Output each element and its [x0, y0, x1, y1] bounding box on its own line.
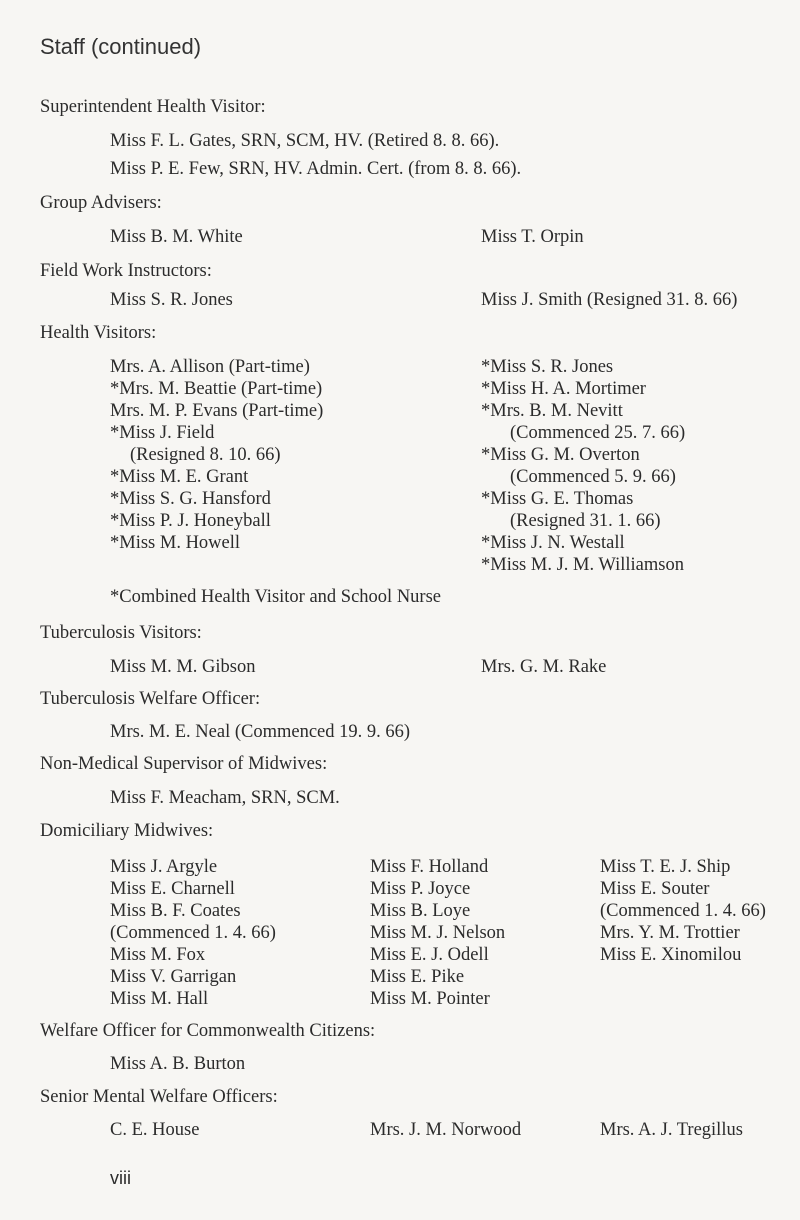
section-label-tb-welfare: Tuberculosis Welfare Officer:: [40, 689, 261, 709]
non-medical-name: Miss F. Meacham, SRN, SCM.: [110, 788, 340, 808]
list-item: Miss V. Garrigan: [110, 967, 237, 987]
superintendent-line: Miss F. L. Gates, SRN, SCM, HV. (Retired 8. 8. 66).: [110, 131, 500, 151]
list-item: Miss M. Hall: [110, 989, 209, 1009]
section-label-commonwealth: Welfare Officer for Commonwealth Citizens:: [40, 1021, 376, 1041]
list-item: *Miss S. R. Jones: [481, 357, 614, 377]
list-item: Miss B. F. Coates: [110, 901, 241, 921]
page-header: Staff (continued): [40, 34, 202, 59]
list-item: Miss E. J. Odell: [370, 945, 489, 965]
section-label-tb-visitors: Tuberculosis Visitors:: [40, 623, 202, 643]
mental-welfare-name: Mrs. A. J. Tregillus: [600, 1120, 743, 1140]
list-item: Miss E. Charnell: [110, 879, 235, 899]
superintendent-line: Miss P. E. Few, SRN, HV. Admin. Cert. (from 8. 8. 66).: [110, 159, 522, 179]
section-label-midwives: Domiciliary Midwives:: [40, 821, 214, 841]
list-item: *Miss J. Field: [110, 423, 215, 443]
list-item: Mrs. A. Allison (Part-time): [110, 357, 310, 377]
list-item: Miss M. J. Nelson: [370, 923, 506, 943]
list-item: Mrs. Y. M. Trottier: [600, 923, 740, 943]
page-number: viii: [110, 1168, 131, 1188]
footnote: *Combined Health Visitor and School Nurse: [110, 587, 441, 607]
list-item-note: (Commenced 1. 4. 66): [600, 901, 766, 921]
list-item: *Miss J. N. Westall: [481, 533, 625, 553]
list-item: *Miss P. J. Honeyball: [110, 511, 271, 531]
section-label-field-work: Field Work Instructors:: [40, 261, 212, 281]
list-item: *Miss M. J. M. Williamson: [481, 555, 684, 575]
list-item-note: (Resigned 31. 1. 66): [510, 511, 661, 531]
section-label-non-medical: Non-Medical Supervisor of Midwives:: [40, 754, 328, 774]
mental-welfare-name: C. E. House: [110, 1120, 200, 1140]
list-item: Miss E. Pike: [370, 967, 465, 987]
section-label-mental-welfare: Senior Mental Welfare Officers:: [40, 1087, 278, 1107]
tb-welfare-name: Mrs. M. E. Neal (Commenced 19. 9. 66): [110, 722, 411, 742]
list-item: *Miss M. Howell: [110, 533, 241, 553]
section-label-group-advisers: Group Advisers:: [40, 193, 162, 213]
list-item: *Miss M. E. Grant: [110, 467, 249, 487]
list-item: Miss E. Xinomilou: [600, 945, 742, 965]
list-item: Miss F. Holland: [370, 857, 489, 877]
list-item: *Miss G. M. Overton: [481, 445, 640, 465]
list-item: *Miss H. A. Mortimer: [481, 379, 646, 399]
tb-visitor-name: Mrs. G. M. Rake: [481, 657, 607, 677]
field-work-name: Miss J. Smith (Resigned 31. 8. 66): [481, 290, 738, 310]
mental-welfare-name: Mrs. J. M. Norwood: [370, 1120, 522, 1140]
list-item: Miss M. Fox: [110, 945, 206, 965]
list-item-note: (Commenced 5. 9. 66): [510, 467, 676, 487]
list-item: Miss P. Joyce: [370, 879, 471, 899]
list-item: Miss B. Loye: [370, 901, 471, 921]
list-item: *Mrs. B. M. Nevitt: [481, 401, 623, 421]
group-adviser-name: Miss T. Orpin: [481, 227, 584, 247]
list-item: Miss E. Souter: [600, 879, 710, 899]
list-item-note: (Resigned 8. 10. 66): [130, 445, 281, 465]
list-item: Miss T. E. J. Ship: [600, 857, 731, 877]
list-item: Mrs. M. P. Evans (Part-time): [110, 401, 324, 421]
section-label-health-visitors: Health Visitors:: [40, 323, 157, 343]
tb-visitor-name: Miss M. M. Gibson: [110, 657, 256, 677]
list-item: *Mrs. M. Beattie (Part-time): [110, 379, 323, 399]
list-item: Miss J. Argyle: [110, 857, 218, 877]
commonwealth-name: Miss A. B. Burton: [110, 1054, 246, 1074]
list-item-note: (Commenced 25. 7. 66): [510, 423, 686, 443]
list-item: Miss M. Pointer: [370, 989, 490, 1009]
list-item: *Miss S. G. Hansford: [110, 489, 271, 509]
group-adviser-name: Miss B. M. White: [110, 227, 243, 247]
list-item-note: (Commenced 1. 4. 66): [110, 923, 276, 943]
section-label-superintendent: Superintendent Health Visitor:: [40, 97, 266, 117]
field-work-name: Miss S. R. Jones: [110, 290, 233, 310]
list-item: *Miss G. E. Thomas: [481, 489, 634, 509]
